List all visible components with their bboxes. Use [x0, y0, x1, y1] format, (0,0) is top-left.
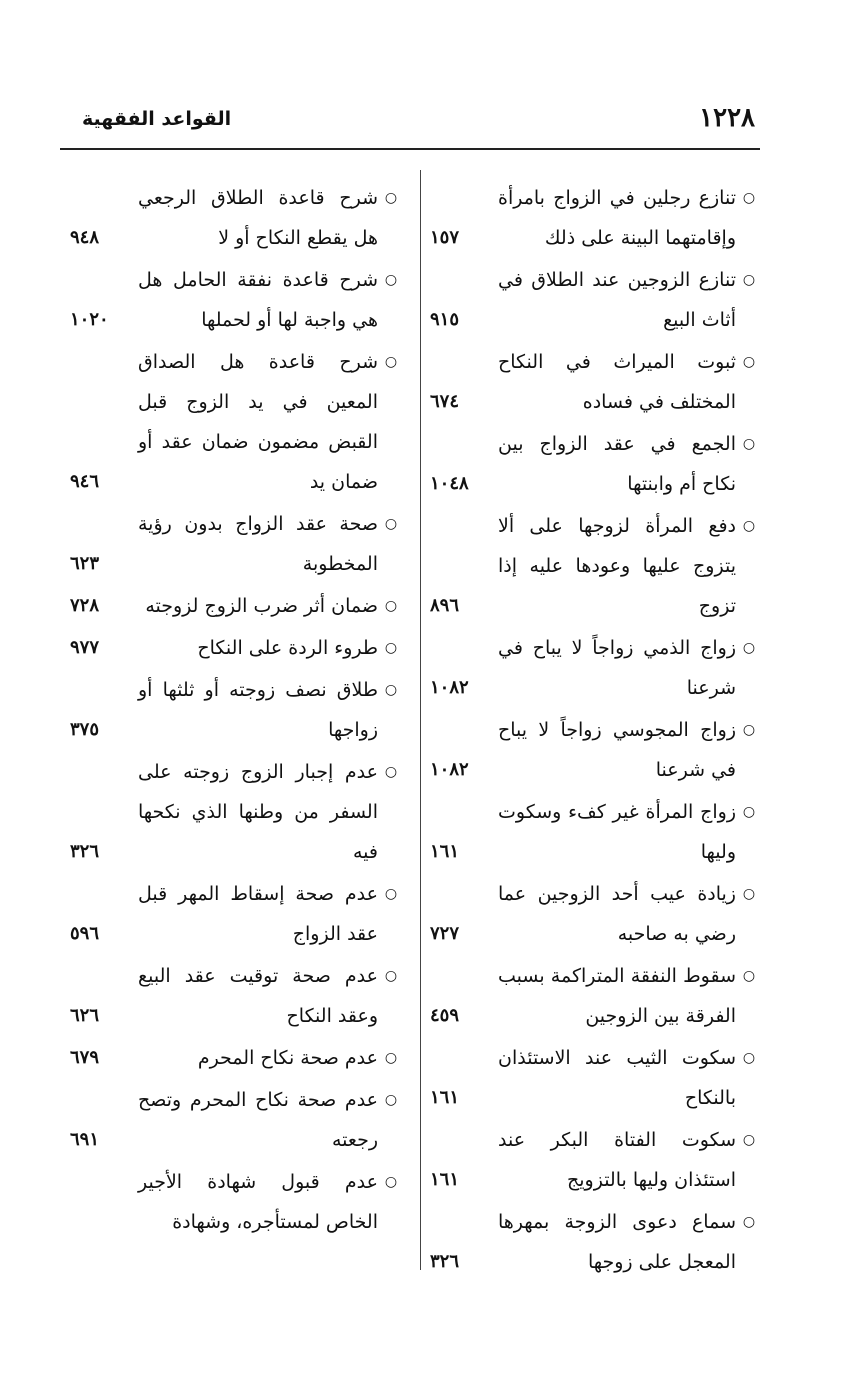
entry-text: عدم قبول شهادة الأجير الخاص لمستأجره، وشهادة [138, 1171, 378, 1233]
index-entry [430, 260, 762, 340]
entry-text: سكوت الثيب عند الاستئذان بالنكاح [498, 1047, 736, 1109]
entry-page: ١٠٨٢ [430, 759, 469, 780]
entry-page: ٩٤٨ [70, 227, 100, 248]
bullet-icon: ○ [742, 272, 756, 288]
entry-page: ٨٩٦ [430, 595, 460, 616]
index-entry [430, 1202, 762, 1282]
index-entry [70, 1162, 404, 1242]
bullet-icon: ○ [384, 968, 398, 984]
index-entry [430, 1038, 762, 1118]
entry-text: شرح قاعدة هل الصداق المعين في يد الزوج قبل القبض مضمون ضمان عقد أو ضمان يد [138, 351, 378, 493]
entry-text: صحة عقد الزواج بدون رؤية المخطوبة [138, 513, 378, 575]
entry-text: شرح قاعدة الطلاق الرجعي هل يقطع النكاح أو لا [138, 187, 378, 249]
entry-text: عدم صحة إسقاط المهر قبل عقد الزواج [138, 883, 378, 945]
entry-text: عدم إجبار الزوج زوجته على السفر من وطنها الذي نكحها فيه [138, 761, 378, 863]
bullet-icon: ○ [742, 518, 756, 534]
entry-text: تنازع رجلين في الزواج بامرأة وإقامتهما البينة على ذلك [498, 187, 736, 249]
index-entry [430, 710, 762, 790]
running-title: القواعد الفقهية [82, 108, 232, 130]
bullet-icon: ○ [742, 1214, 756, 1230]
index-entry [430, 792, 762, 872]
index-entry [70, 504, 404, 584]
entry-page: ٦٧٩ [70, 1047, 100, 1068]
index-entry [70, 178, 404, 258]
entry-page: ١٦١ [430, 1169, 460, 1190]
entry-page: ٦٢٣ [70, 553, 100, 574]
entry-page: ٩١٥ [430, 309, 460, 330]
entry-text: سقوط النفقة المتراكمة بسبب الفرقة بين الزوجين [498, 965, 736, 1027]
bullet-icon: ○ [384, 1092, 398, 1108]
entry-page: ٩٧٧ [70, 637, 100, 658]
header-rule [60, 148, 760, 150]
bullet-icon: ○ [384, 598, 398, 614]
entry-page: ٤٥٩ [430, 1005, 460, 1026]
bullet-icon: ○ [384, 682, 398, 698]
entry-text: عدم صحة توقيت عقد البيع وعقد النكاح [138, 965, 378, 1027]
entry-text: سماع دعوى الزوجة بمهرها المعجل على زوجها [498, 1211, 736, 1273]
entry-text: تنازع الزوجين عند الطلاق في أثاث البيع [498, 269, 736, 331]
entry-page: ١٠٢٠ [70, 309, 109, 330]
bullet-icon: ○ [384, 190, 398, 206]
entry-page: ٦٩١ [70, 1129, 100, 1150]
bullet-icon: ○ [742, 1050, 756, 1066]
bullet-icon: ○ [384, 764, 398, 780]
entry-text: ثبوت الميراث في النكاح المختلف في فساده [498, 351, 736, 413]
index-column-left [70, 178, 404, 1244]
index-entry [430, 628, 762, 708]
index-entry [430, 506, 762, 626]
index-entry [70, 342, 404, 502]
entry-text: طروء الردة على النكاح [197, 637, 378, 659]
bullet-icon: ○ [384, 1050, 398, 1066]
bullet-icon: ○ [384, 272, 398, 288]
bullet-icon: ○ [742, 722, 756, 738]
index-column-right [430, 178, 762, 1284]
entry-page: ٣٢٦ [430, 1251, 460, 1272]
entry-text: الجمع في عقد الزواج بين نكاح أم وابنتها [498, 433, 736, 495]
entry-page: ١٦١ [430, 841, 460, 862]
entry-text: زواج الذمي زواجاً لا يباح في شرعنا [498, 637, 736, 699]
bullet-icon: ○ [742, 1132, 756, 1148]
bullet-icon: ○ [742, 804, 756, 820]
index-entry [70, 752, 404, 872]
entry-page: ٧٢٧ [430, 923, 460, 944]
entry-page: ١٠٨٢ [430, 677, 469, 698]
index-entry [430, 874, 762, 954]
bullet-icon: ○ [384, 640, 398, 656]
index-entry [430, 956, 762, 1036]
bullet-icon: ○ [742, 436, 756, 452]
entry-page: ٦٢٦ [70, 1005, 100, 1026]
index-entry [430, 178, 762, 258]
entry-page: ٣٧٥ [70, 719, 100, 740]
index-entry [70, 874, 404, 954]
entry-text: دفع المرأة لزوجها على ألا يتزوج عليها وعودها عليه إذا تزوج [498, 515, 736, 617]
entry-page: ٧٢٨ [70, 595, 100, 616]
bullet-icon: ○ [742, 968, 756, 984]
entry-page: ١٠٤٨ [430, 473, 469, 494]
bullet-icon: ○ [742, 640, 756, 656]
bullet-icon: ○ [384, 516, 398, 532]
entry-page: ٦٧٤ [430, 391, 460, 412]
entry-page: ١٦١ [430, 1087, 460, 1108]
page-number: ١٢٢٨ [699, 103, 755, 133]
index-entry [70, 670, 404, 750]
entry-page: ٣٢٦ [70, 841, 100, 862]
entry-text: ضمان أثر ضرب الزوج لزوجته [145, 595, 378, 617]
entry-text: شرح قاعدة نفقة الحامل هل هي واجبة لها أو لحملها [138, 269, 378, 331]
entry-text: زيادة عيب أحد الزوجين عما رضي به صاحبه [498, 883, 736, 945]
entry-text: عدم صحة نكاح المحرم [197, 1047, 378, 1069]
index-entry [70, 260, 404, 340]
index-entry [70, 1080, 404, 1160]
entry-page: ٥٩٦ [70, 923, 100, 944]
index-entry [70, 956, 404, 1036]
index-entry [430, 424, 762, 504]
entry-page: ١٥٧ [430, 227, 460, 248]
index-entry [430, 1120, 762, 1200]
bullet-icon: ○ [742, 190, 756, 206]
entry-page: ٩٤٦ [70, 471, 100, 492]
index-entry [70, 586, 404, 626]
bullet-icon: ○ [384, 1174, 398, 1190]
bullet-icon: ○ [742, 354, 756, 370]
column-divider [420, 170, 421, 1270]
entry-text: سكوت الفتاة البكر عند استئذان وليها بالتزويج [498, 1129, 736, 1191]
index-entry [430, 342, 762, 422]
entry-text: طلاق نصف زوجته أو ثلثها أو زواجها [138, 679, 378, 741]
entry-text: زواج المرأة غير كفء وسكوت وليها [498, 801, 736, 863]
bullet-icon: ○ [384, 886, 398, 902]
entry-text: زواج المجوسي زواجاً لا يباح في شرعنا [498, 719, 736, 781]
bullet-icon: ○ [742, 886, 756, 902]
index-entry [70, 1038, 404, 1078]
bullet-icon: ○ [384, 354, 398, 370]
index-entry [70, 628, 404, 668]
entry-text: عدم صحة نكاح المحرم وتصح رجعته [138, 1089, 378, 1151]
